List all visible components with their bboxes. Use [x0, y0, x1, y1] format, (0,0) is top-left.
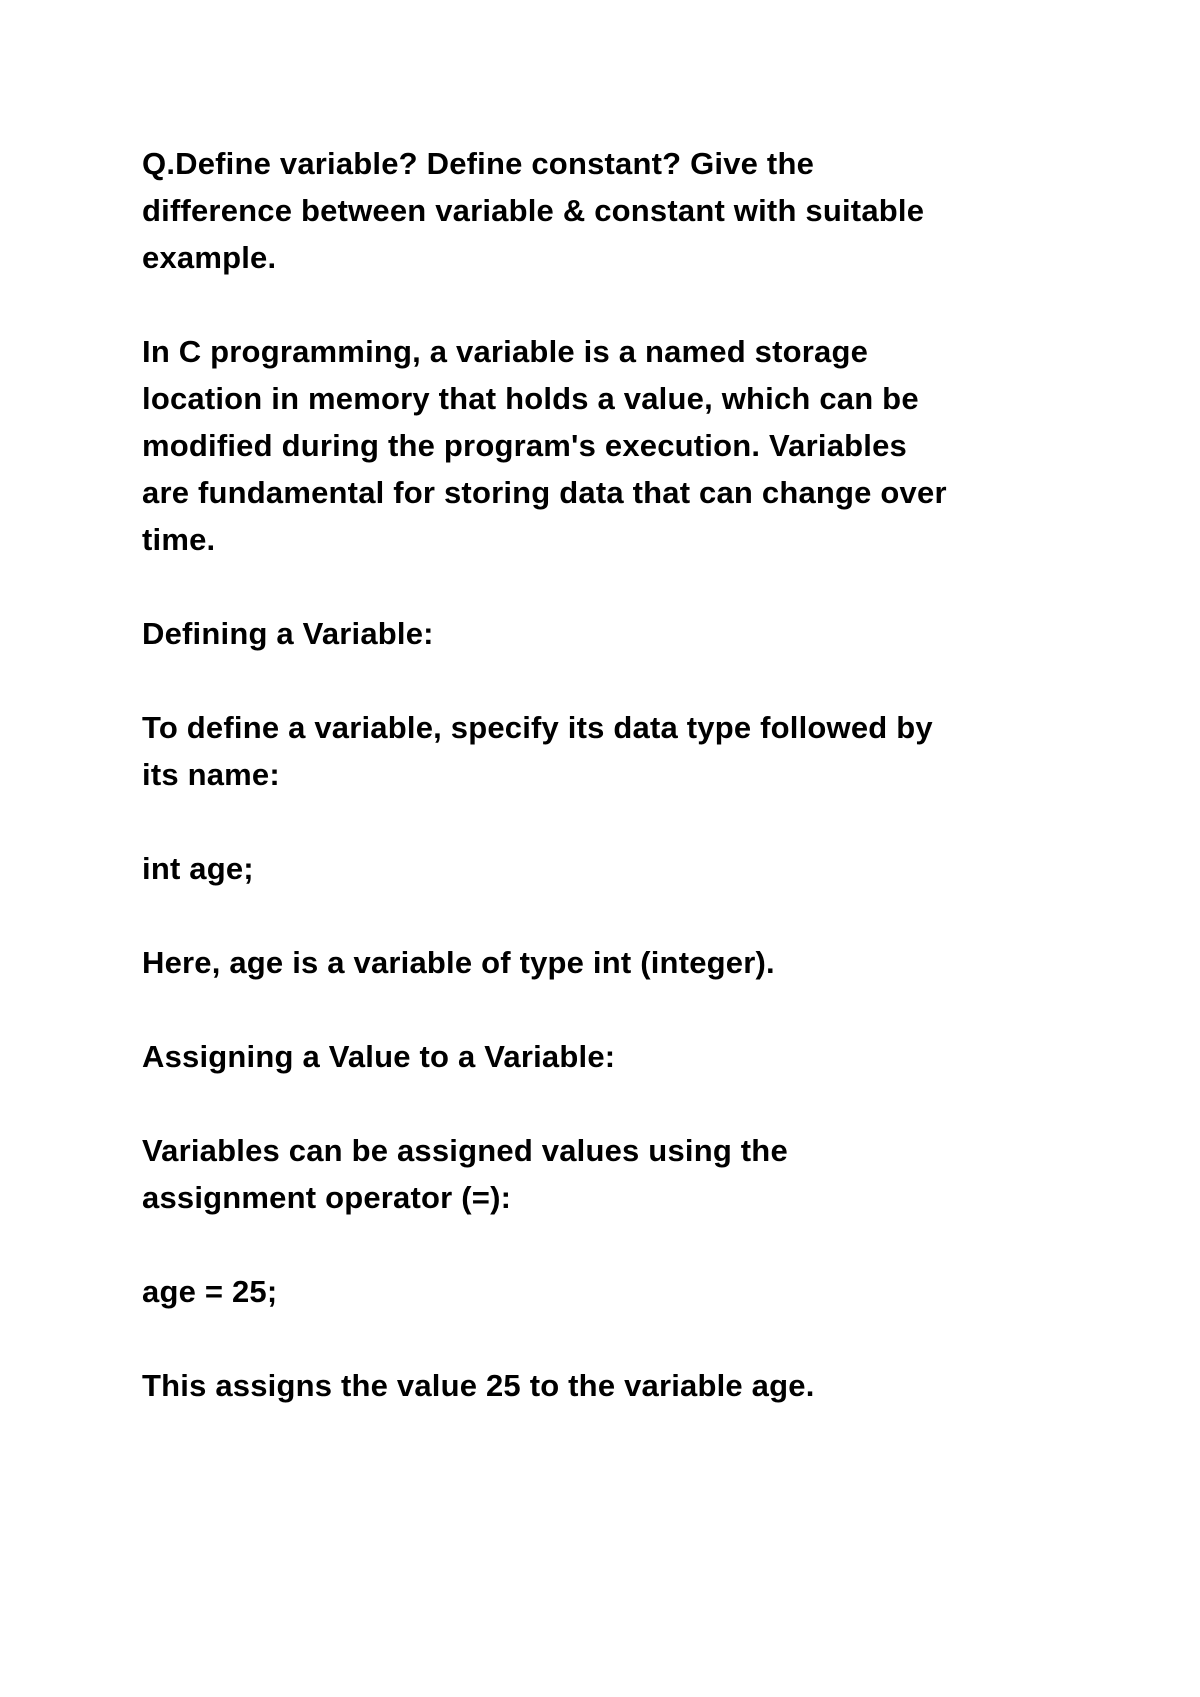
heading-defining-variable: Defining a Variable:: [142, 616, 434, 651]
assign-paragraph: Variables can be assigned values using the assignment operator (=):: [142, 1133, 788, 1215]
code-declare-line: int age;: [142, 851, 254, 886]
code-assign-line: age = 25;: [142, 1274, 278, 1309]
document-content: [142, 140, 1072, 1456]
heading-assigning-value: Assigning a Value to a Variable:: [142, 1039, 616, 1074]
intro-paragraph: In C programming, a variable is a named storage location in memory that holds a value, which can be modified during the program's execution. Variables are fundamental for storing data that can change over time.: [142, 334, 947, 557]
assign-explanation: This assigns the value 25 to the variable age.: [142, 1368, 815, 1403]
question-text: Q.Define variable? Define constant? Give the difference between variable & constant with suitable example.: [142, 146, 925, 275]
declare-explanation: Here, age is a variable of type int (integer).: [142, 945, 775, 980]
define-paragraph: To define a variable, specify its data type followed by its name:: [142, 710, 933, 792]
